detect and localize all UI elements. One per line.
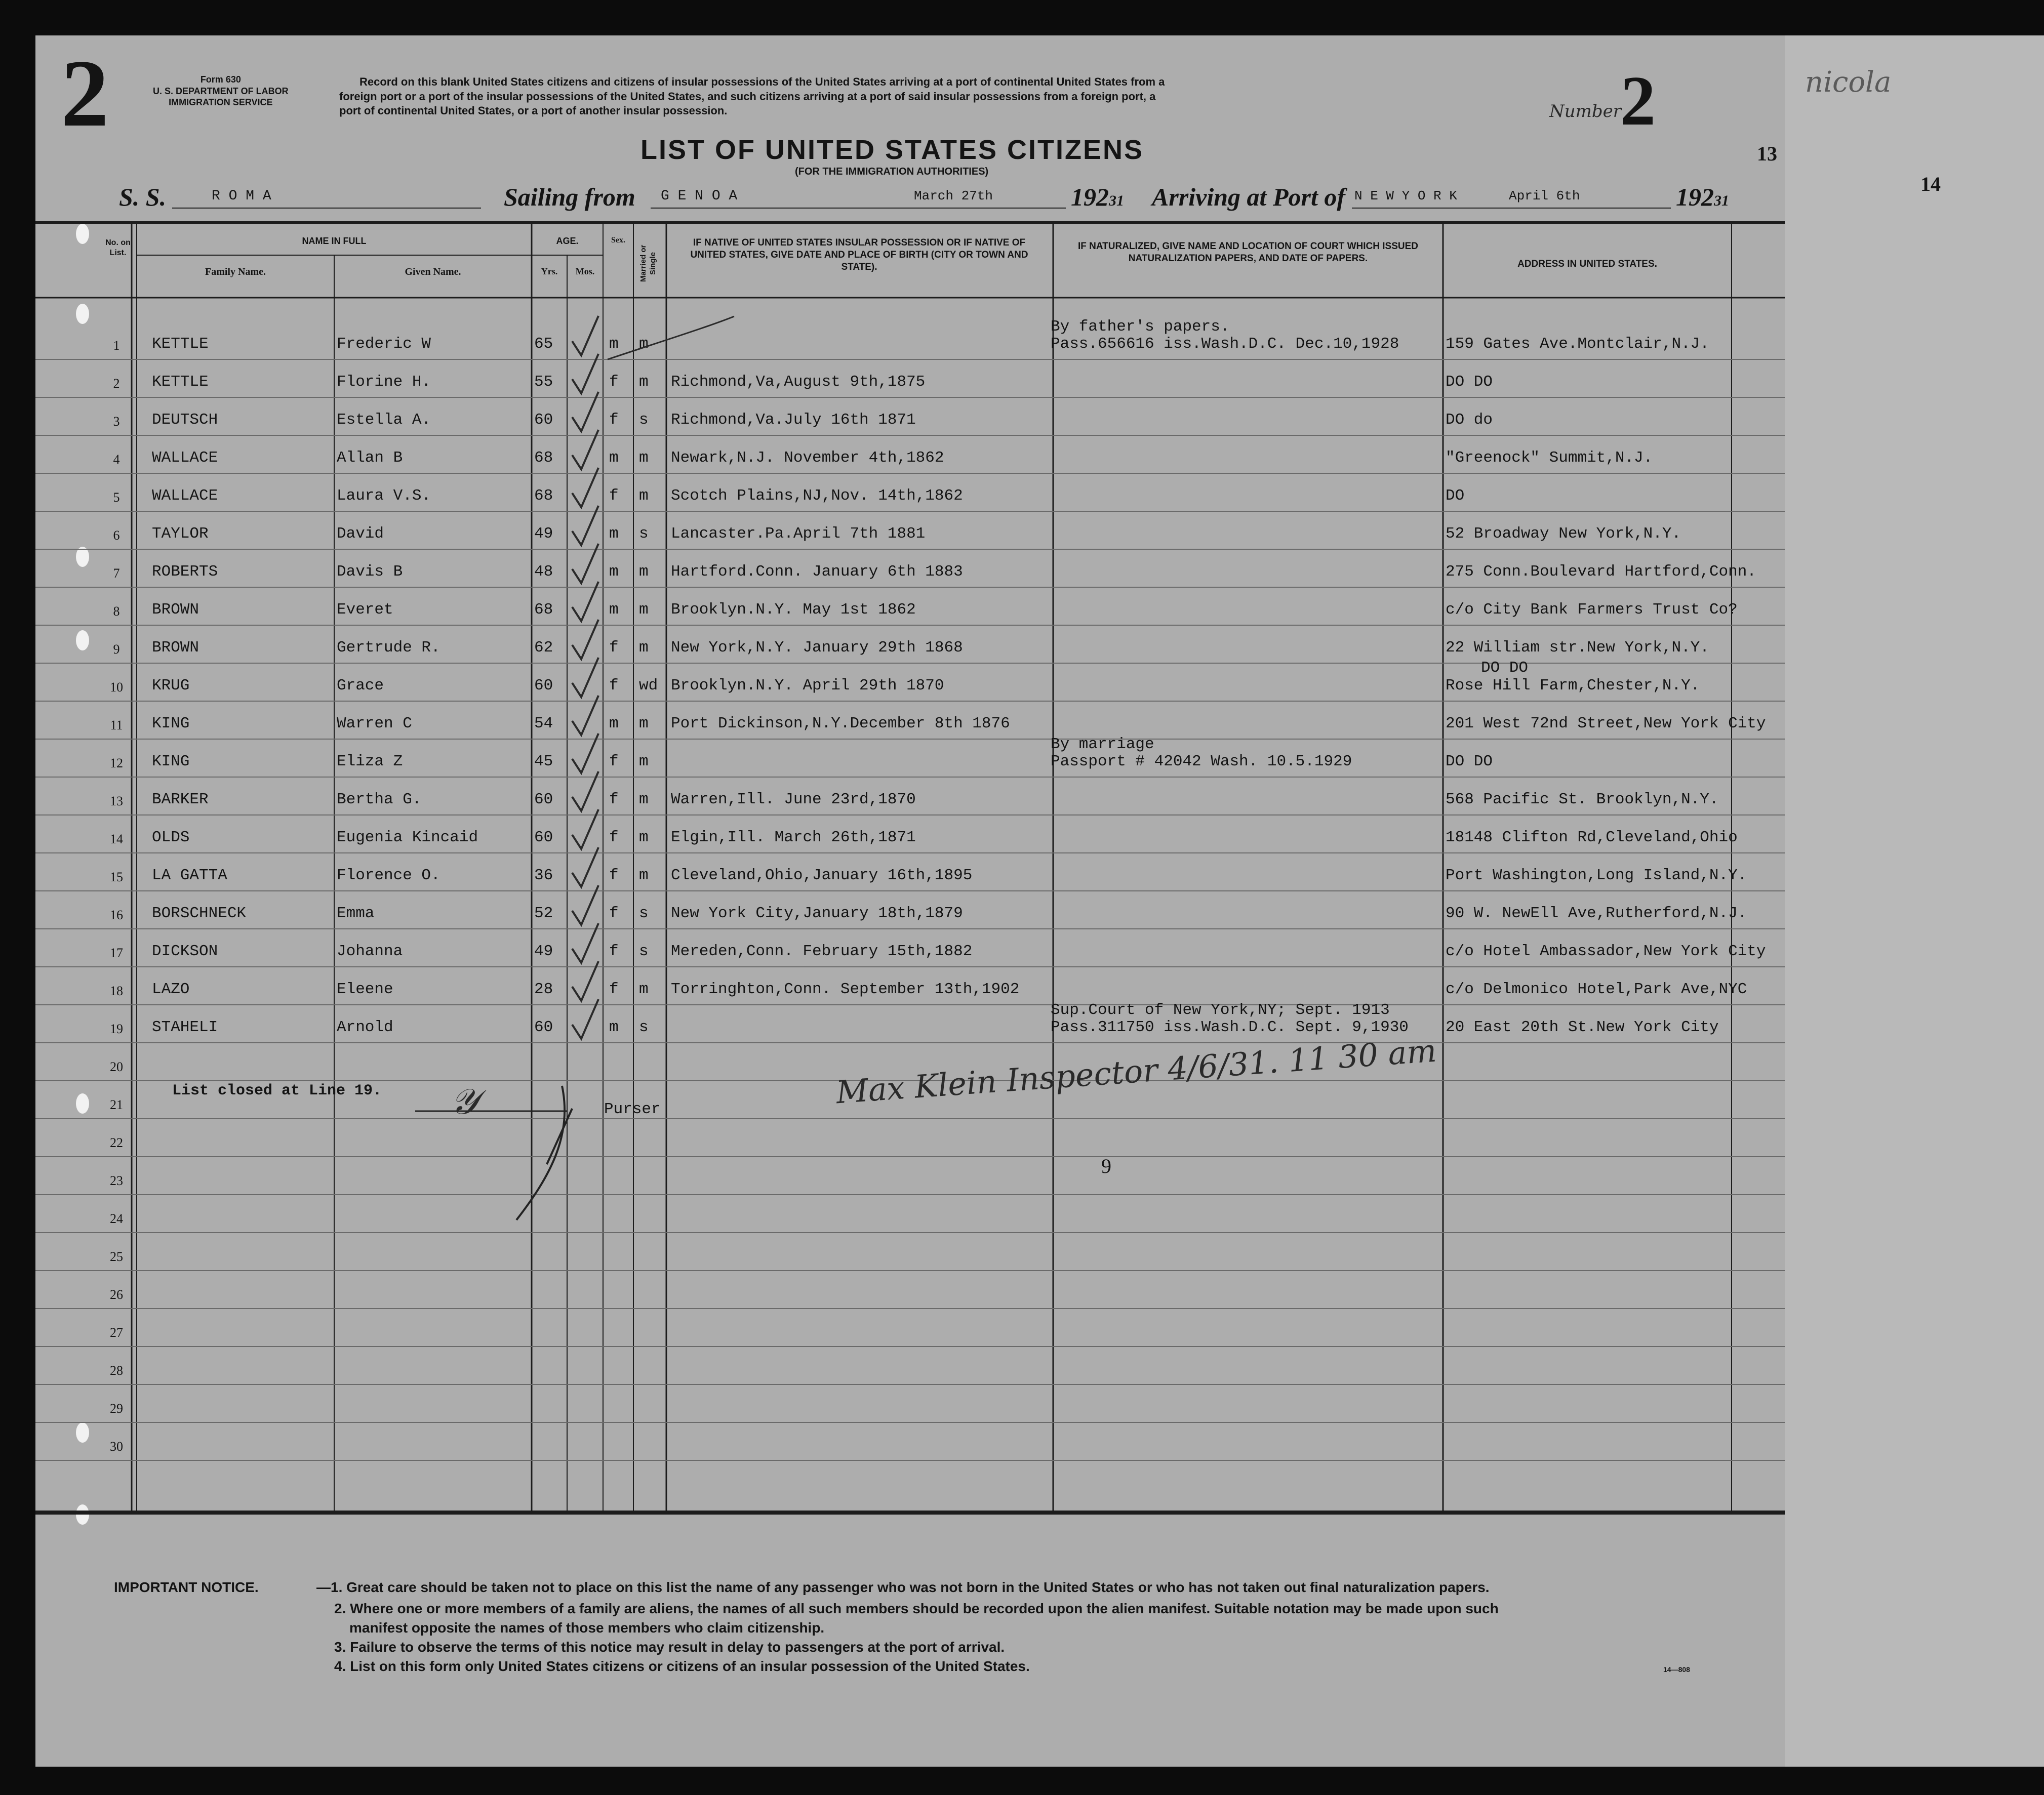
passenger-family-name: ROBERTS xyxy=(152,563,218,581)
row-number: 6 xyxy=(113,528,120,543)
passenger-given-name: Frederic W xyxy=(337,335,431,353)
passenger-age-years: 60 xyxy=(534,829,553,846)
page-number-left: 13 xyxy=(1757,142,1777,165)
passenger-address: 201 West 72nd Street,New York City xyxy=(1446,715,1766,732)
passenger-marital-status: m xyxy=(639,829,649,846)
passenger-address: 52 Broadway New York,N.Y. xyxy=(1446,525,1681,543)
passenger-age-years: 28 xyxy=(534,981,553,998)
passenger-given-name: Laura V.S. xyxy=(337,487,431,505)
row-number: 19 xyxy=(110,1022,123,1036)
passenger-given-name: Florence O. xyxy=(337,867,440,884)
row-number: 30 xyxy=(110,1439,123,1454)
arriving-label: Arriving at Port of xyxy=(1152,183,1345,211)
passenger-age-years: 52 xyxy=(534,905,553,922)
passenger-sex: f xyxy=(609,487,619,505)
passenger-age-years: 60 xyxy=(534,411,553,429)
form-department: U. S. DEPARTMENT OF LABOR xyxy=(153,86,289,96)
row-number: 20 xyxy=(110,1059,123,1074)
notice-item-4: 4. List on this form only United States citizens or citizens of an insular possession of the United States. xyxy=(334,1658,1030,1674)
passenger-marital-status: m xyxy=(639,715,649,732)
passenger-address: 20 East 20th St.New York City xyxy=(1446,1018,1719,1036)
passenger-given-name: Johanna xyxy=(337,943,403,960)
passenger-address: DO xyxy=(1446,487,1465,505)
ship-name: R O M A xyxy=(212,188,271,204)
passenger-marital-status: wd xyxy=(639,677,658,695)
passenger-family-name: BORSCHNECK xyxy=(152,905,247,922)
passenger-birthplace: New York City,January 18th,1879 xyxy=(671,905,963,922)
form-code: 14—808 xyxy=(1663,1665,1690,1674)
passenger-birthplace: Elgin,Ill. March 26th,1871 xyxy=(671,829,916,846)
passenger-age-years: 49 xyxy=(534,525,553,543)
passenger-family-name: KRUG xyxy=(152,677,190,695)
stray-mark: 9 xyxy=(1101,1155,1111,1177)
passenger-address: DO do xyxy=(1446,411,1493,429)
passenger-given-name: Eugenia Kincaid xyxy=(337,829,478,846)
passenger-address: 90 W. NewEll Ave,Rutherford,N.J. xyxy=(1446,905,1747,922)
passenger-naturalization: By marriage xyxy=(1051,736,1154,753)
row-number: 12 xyxy=(110,756,123,770)
passenger-marital-status: m xyxy=(639,563,649,581)
from-port: G E N O A xyxy=(661,188,738,204)
row-number: 23 xyxy=(110,1173,123,1188)
passenger-sex: m xyxy=(609,1018,619,1036)
passenger-marital-status: m xyxy=(639,487,649,505)
passenger-marital-status: m xyxy=(639,335,649,353)
passenger-family-name: WALLACE xyxy=(152,449,218,467)
passenger-given-name: Arnold xyxy=(337,1018,393,1036)
passenger-family-name: DICKSON xyxy=(152,943,218,960)
passenger-sex: f xyxy=(609,791,619,808)
passenger-birthplace: Warren,Ill. June 23rd,1870 xyxy=(671,791,916,808)
row-number: 29 xyxy=(110,1401,123,1416)
passenger-family-name: KETTLE xyxy=(152,335,209,353)
row-number: 16 xyxy=(110,908,123,922)
row-number: 25 xyxy=(110,1249,123,1264)
row-number: 1 xyxy=(113,338,120,353)
row-number: 26 xyxy=(110,1287,123,1302)
passenger-address-extra: DO DO xyxy=(1481,659,1529,677)
passenger-given-name: Florine H. xyxy=(337,373,431,391)
row-number: 17 xyxy=(110,946,123,960)
notice-heading: IMPORTANT NOTICE. xyxy=(114,1579,259,1595)
passenger-marital-status: m xyxy=(639,981,649,998)
row-number: 14 xyxy=(110,832,123,846)
passenger-age-years: 48 xyxy=(534,563,553,581)
row-number: 15 xyxy=(110,870,123,884)
row-number: 2 xyxy=(113,376,120,391)
passenger-birthplace: Richmond,Va,August 9th,1875 xyxy=(671,373,926,391)
passenger-marital-status: s xyxy=(639,1018,649,1036)
header-address: ADDRESS IN UNITED STATES. xyxy=(1517,259,1657,269)
intro-text: Record on this blank United States citizens and citizens of insular possessions of the United States arriving at a port of continental United States from a foreign port or a port of the insular possessions of the United States, and such citizens arriving at a port of said insular possessions from a foreign port, a port of continental United States, or a port of another insular possession. xyxy=(339,75,1165,117)
passenger-age-years: 68 xyxy=(534,601,553,619)
sheet-number: 2 xyxy=(61,40,109,147)
passenger-address: 159 Gates Ave.Montclair,N.J. xyxy=(1446,335,1709,353)
passenger-marital-status: m xyxy=(639,373,649,391)
passenger-sex: f xyxy=(609,943,619,960)
purser-label: Purser xyxy=(604,1100,661,1118)
sail-date: March 27th xyxy=(914,188,993,203)
passenger-age-years: 60 xyxy=(534,1018,553,1036)
passenger-given-name: Bertha G. xyxy=(337,791,422,808)
header-family-name: Family Name. xyxy=(205,266,266,277)
purser-signature: 𝒴 xyxy=(451,1081,478,1122)
passenger-sex: f xyxy=(609,829,619,846)
passenger-family-name: LAZO xyxy=(152,981,190,998)
arrive-year: 19231 xyxy=(1676,183,1729,211)
notice-item-2: 2. Where one or more members of a family are aliens, the names of all such members should be recorded upon the alien manifest. Suitable notation may be made upon such xyxy=(334,1601,1499,1616)
passenger-age-years: 54 xyxy=(534,715,553,732)
passenger-sex: f xyxy=(609,411,619,429)
passenger-given-name: Allan B xyxy=(337,449,403,467)
passenger-naturalization: By father's papers. xyxy=(1051,318,1230,336)
passenger-birthplace: Cleveland,Ohio,January 16th,1895 xyxy=(671,867,973,884)
passenger-age-years: 49 xyxy=(534,943,553,960)
passenger-sex: f xyxy=(609,905,619,922)
inspector-note: Max Klein Inspector 4/6/31. 11 30 am xyxy=(834,1032,1438,1111)
header-age: AGE. xyxy=(556,236,579,246)
passenger-family-name: OLDS xyxy=(152,829,190,846)
passenger-birthplace: Brooklyn.N.Y. April 29th 1870 xyxy=(671,677,944,695)
passenger-sex: f xyxy=(609,373,619,391)
passenger-birthplace: Richmond,Va.July 16th 1871 xyxy=(671,411,916,429)
number-label: Number xyxy=(1549,101,1622,121)
header-sex: Sex. xyxy=(611,236,625,244)
passenger-marital-status: m xyxy=(639,753,649,770)
passenger-family-name: STAHELI xyxy=(152,1018,218,1036)
passenger-birthplace: New York,N.Y. January 29th 1868 xyxy=(671,639,963,657)
passenger-family-name: LA GATTA xyxy=(152,867,227,884)
row-number: 27 xyxy=(110,1325,123,1340)
passenger-given-name: Warren C xyxy=(337,715,412,732)
passenger-address: 18148 Clifton Rd,Cleveland,Ohio xyxy=(1446,829,1738,846)
passenger-birthplace: Lancaster.Pa.April 7th 1881 xyxy=(671,525,926,543)
sailing-label: Sailing from xyxy=(504,183,635,211)
page-number-right: 14 xyxy=(1920,173,1941,195)
passenger-family-name: BROWN xyxy=(152,601,199,619)
form-number: Form 630 xyxy=(200,74,241,85)
row-number: 3 xyxy=(113,414,120,429)
passenger-given-name: Estella A. xyxy=(337,411,431,429)
row-number: 24 xyxy=(110,1211,123,1226)
passenger-birthplace: Mereden,Conn. February 15th,1882 xyxy=(671,943,973,960)
to-port: N E W Y O R K xyxy=(1354,188,1457,203)
row-number: 7 xyxy=(113,566,120,581)
row-number: 5 xyxy=(113,490,120,505)
passenger-sex: f xyxy=(609,753,619,770)
passenger-family-name: BARKER xyxy=(152,791,209,808)
header-no-on-list: No. on List. xyxy=(105,238,131,257)
passenger-age-years: 36 xyxy=(534,867,553,884)
passenger-marital-status: s xyxy=(639,943,649,960)
passenger-birthplace: Torringhton,Conn. September 13th,1902 xyxy=(671,981,1020,998)
passenger-address: 275 Conn.Boulevard Hartford,Conn. xyxy=(1446,563,1756,581)
passenger-age-years: 45 xyxy=(534,753,553,770)
passenger-naturalization: Sup.Court of New York,NY; Sept. 1913 xyxy=(1051,1001,1390,1019)
passenger-naturalization-papers: Passport # 42042 Wash. 10.5.1929 xyxy=(1051,753,1352,770)
header-naturalized: IF NATURALIZED, GIVE NAME AND LOCATION OF COURT WHICH ISSUED NATURALIZATION PAPERS, AND DATE OF PAPERS. xyxy=(1077,241,1418,264)
row-number: 28 xyxy=(110,1363,123,1378)
passenger-birthplace: Brooklyn.N.Y. May 1st 1862 xyxy=(671,601,916,619)
passenger-given-name: Davis B xyxy=(337,563,403,581)
row-number: 18 xyxy=(110,984,123,998)
passenger-sex: f xyxy=(609,981,619,998)
notice-item-3: 3. Failure to observe the terms of this notice may result in delay to passengers at the port of arrival. xyxy=(334,1639,1005,1655)
row-number: 13 xyxy=(110,794,123,808)
passenger-marital-status: m xyxy=(639,867,649,884)
check-marks xyxy=(35,35,1785,1767)
passenger-given-name: Eliza Z xyxy=(337,753,403,770)
passenger-age-years: 60 xyxy=(534,791,553,808)
passenger-age-years: 65 xyxy=(534,335,553,353)
passenger-marital-status: s xyxy=(639,905,649,922)
row-number: 22 xyxy=(110,1135,123,1150)
list-closed-note: List closed at Line 19. xyxy=(172,1082,382,1099)
passenger-sex: f xyxy=(609,677,619,695)
passenger-sex: m xyxy=(609,449,619,467)
passenger-family-name: KETTLE xyxy=(152,373,209,391)
row-number: 4 xyxy=(113,452,120,467)
passenger-given-name: Gertrude R. xyxy=(337,639,440,657)
passenger-family-name: KING xyxy=(152,715,190,732)
header-mos: Mos. xyxy=(575,266,595,276)
page-subtitle: (FOR THE IMMIGRATION AUTHORITIES) xyxy=(795,166,989,177)
number-value: 2 xyxy=(1620,62,1656,140)
passenger-sex: f xyxy=(609,867,619,884)
notice-item-1: —1. Great care should be taken not to place on this list the name of any passenger who was not born in the United States or who has not taken out final naturalization papers. xyxy=(316,1579,1490,1595)
passenger-age-years: 68 xyxy=(534,449,553,467)
passenger-sex: m xyxy=(609,601,619,619)
margin-scrawl: nicola xyxy=(1805,66,1892,99)
row-number: 9 xyxy=(113,642,120,657)
passenger-address: Rose Hill Farm,Chester,N.Y. xyxy=(1446,677,1700,695)
passenger-address: Port Washington,Long Island,N.Y. xyxy=(1446,867,1747,884)
header-yrs: Yrs. xyxy=(541,266,558,276)
passenger-sex: m xyxy=(609,525,619,543)
passenger-address: c/o Delmonico Hotel,Park Ave,NYC xyxy=(1446,981,1747,998)
passenger-given-name: Emma xyxy=(337,905,375,922)
header-birth: IF NATIVE OF UNITED STATES INSULAR POSSESSION OR IF NATIVE OF UNITED STATES, GIVE DATE AND PLACE OF BIRTH (CITY OR TOWN AND STATE). xyxy=(690,237,1028,272)
passenger-family-name: KING xyxy=(152,753,190,770)
passenger-family-name: WALLACE xyxy=(152,487,218,505)
passenger-birthplace: Port Dickinson,N.Y.December 8th 1876 xyxy=(671,715,1010,732)
header-name-in-full: NAME IN FULL xyxy=(302,236,367,246)
passenger-address: DO DO xyxy=(1446,753,1493,770)
passenger-sex: f xyxy=(609,639,619,657)
passenger-sex: m xyxy=(609,335,619,353)
passenger-marital-status: m xyxy=(639,601,649,619)
passenger-address: c/o Hotel Ambassador,New York City xyxy=(1446,943,1766,960)
row-number: 10 xyxy=(110,680,123,695)
passenger-birthplace: Hartford.Conn. January 6th 1883 xyxy=(671,563,963,581)
form-service: IMMIGRATION SERVICE xyxy=(169,97,273,107)
adjacent-page xyxy=(1785,35,2044,1767)
passenger-address: 568 Pacific St. Brooklyn,N.Y. xyxy=(1446,791,1719,808)
header-given-name: Given Name. xyxy=(405,266,461,277)
passenger-address: 22 William str.New York,N.Y. xyxy=(1446,639,1709,657)
passenger-sex: m xyxy=(609,563,619,581)
passenger-age-years: 68 xyxy=(534,487,553,505)
row-number: 8 xyxy=(113,604,120,619)
page-title: LIST OF UNITED STATES CITIZENS xyxy=(640,135,1144,165)
passenger-birthplace: Newark,N.J. November 4th,1862 xyxy=(671,449,944,467)
passenger-given-name: Everet xyxy=(337,601,393,619)
passenger-marital-status: m xyxy=(639,449,649,467)
passenger-family-name: TAYLOR xyxy=(152,525,209,543)
passenger-given-name: Grace xyxy=(337,677,384,695)
passenger-naturalization-papers: Pass.656616 iss.Wash.D.C. Dec.10,1928 xyxy=(1051,335,1399,353)
header-married-single: Married or Single xyxy=(639,244,657,282)
passenger-sex: m xyxy=(609,715,619,732)
notice-item-2b: manifest opposite the names of those members who claim citizenship. xyxy=(349,1620,825,1636)
passenger-marital-status: m xyxy=(639,639,649,657)
passenger-age-years: 60 xyxy=(534,677,553,695)
passenger-marital-status: m xyxy=(639,791,649,808)
passenger-given-name: Eleene xyxy=(337,981,393,998)
sail-year: 19231 xyxy=(1071,183,1124,211)
passenger-address: "Greenock" Summit,N.J. xyxy=(1446,449,1653,467)
passenger-given-name: David xyxy=(337,525,384,543)
passenger-age-years: 55 xyxy=(534,373,553,391)
ss-label: S. S. xyxy=(119,183,167,211)
row-number: 11 xyxy=(110,718,123,732)
passenger-age-years: 62 xyxy=(534,639,553,657)
passenger-naturalization-papers: Pass.311750 iss.Wash.D.C. Sept. 9,1930 xyxy=(1051,1018,1409,1036)
passenger-marital-status: s xyxy=(639,525,649,543)
arrive-date: April 6th xyxy=(1509,188,1580,203)
manifest-sheet xyxy=(35,35,1785,1767)
passenger-address: DO DO xyxy=(1446,373,1493,391)
row-number: 21 xyxy=(110,1097,123,1112)
passenger-address: c/o City Bank Farmers Trust Co? xyxy=(1446,601,1738,619)
passenger-marital-status: s xyxy=(639,411,649,429)
passenger-birthplace: Scotch Plains,NJ,Nov. 14th,1862 xyxy=(671,487,963,505)
passenger-family-name: DEUTSCH xyxy=(152,411,218,429)
passenger-family-name: BROWN xyxy=(152,639,199,657)
